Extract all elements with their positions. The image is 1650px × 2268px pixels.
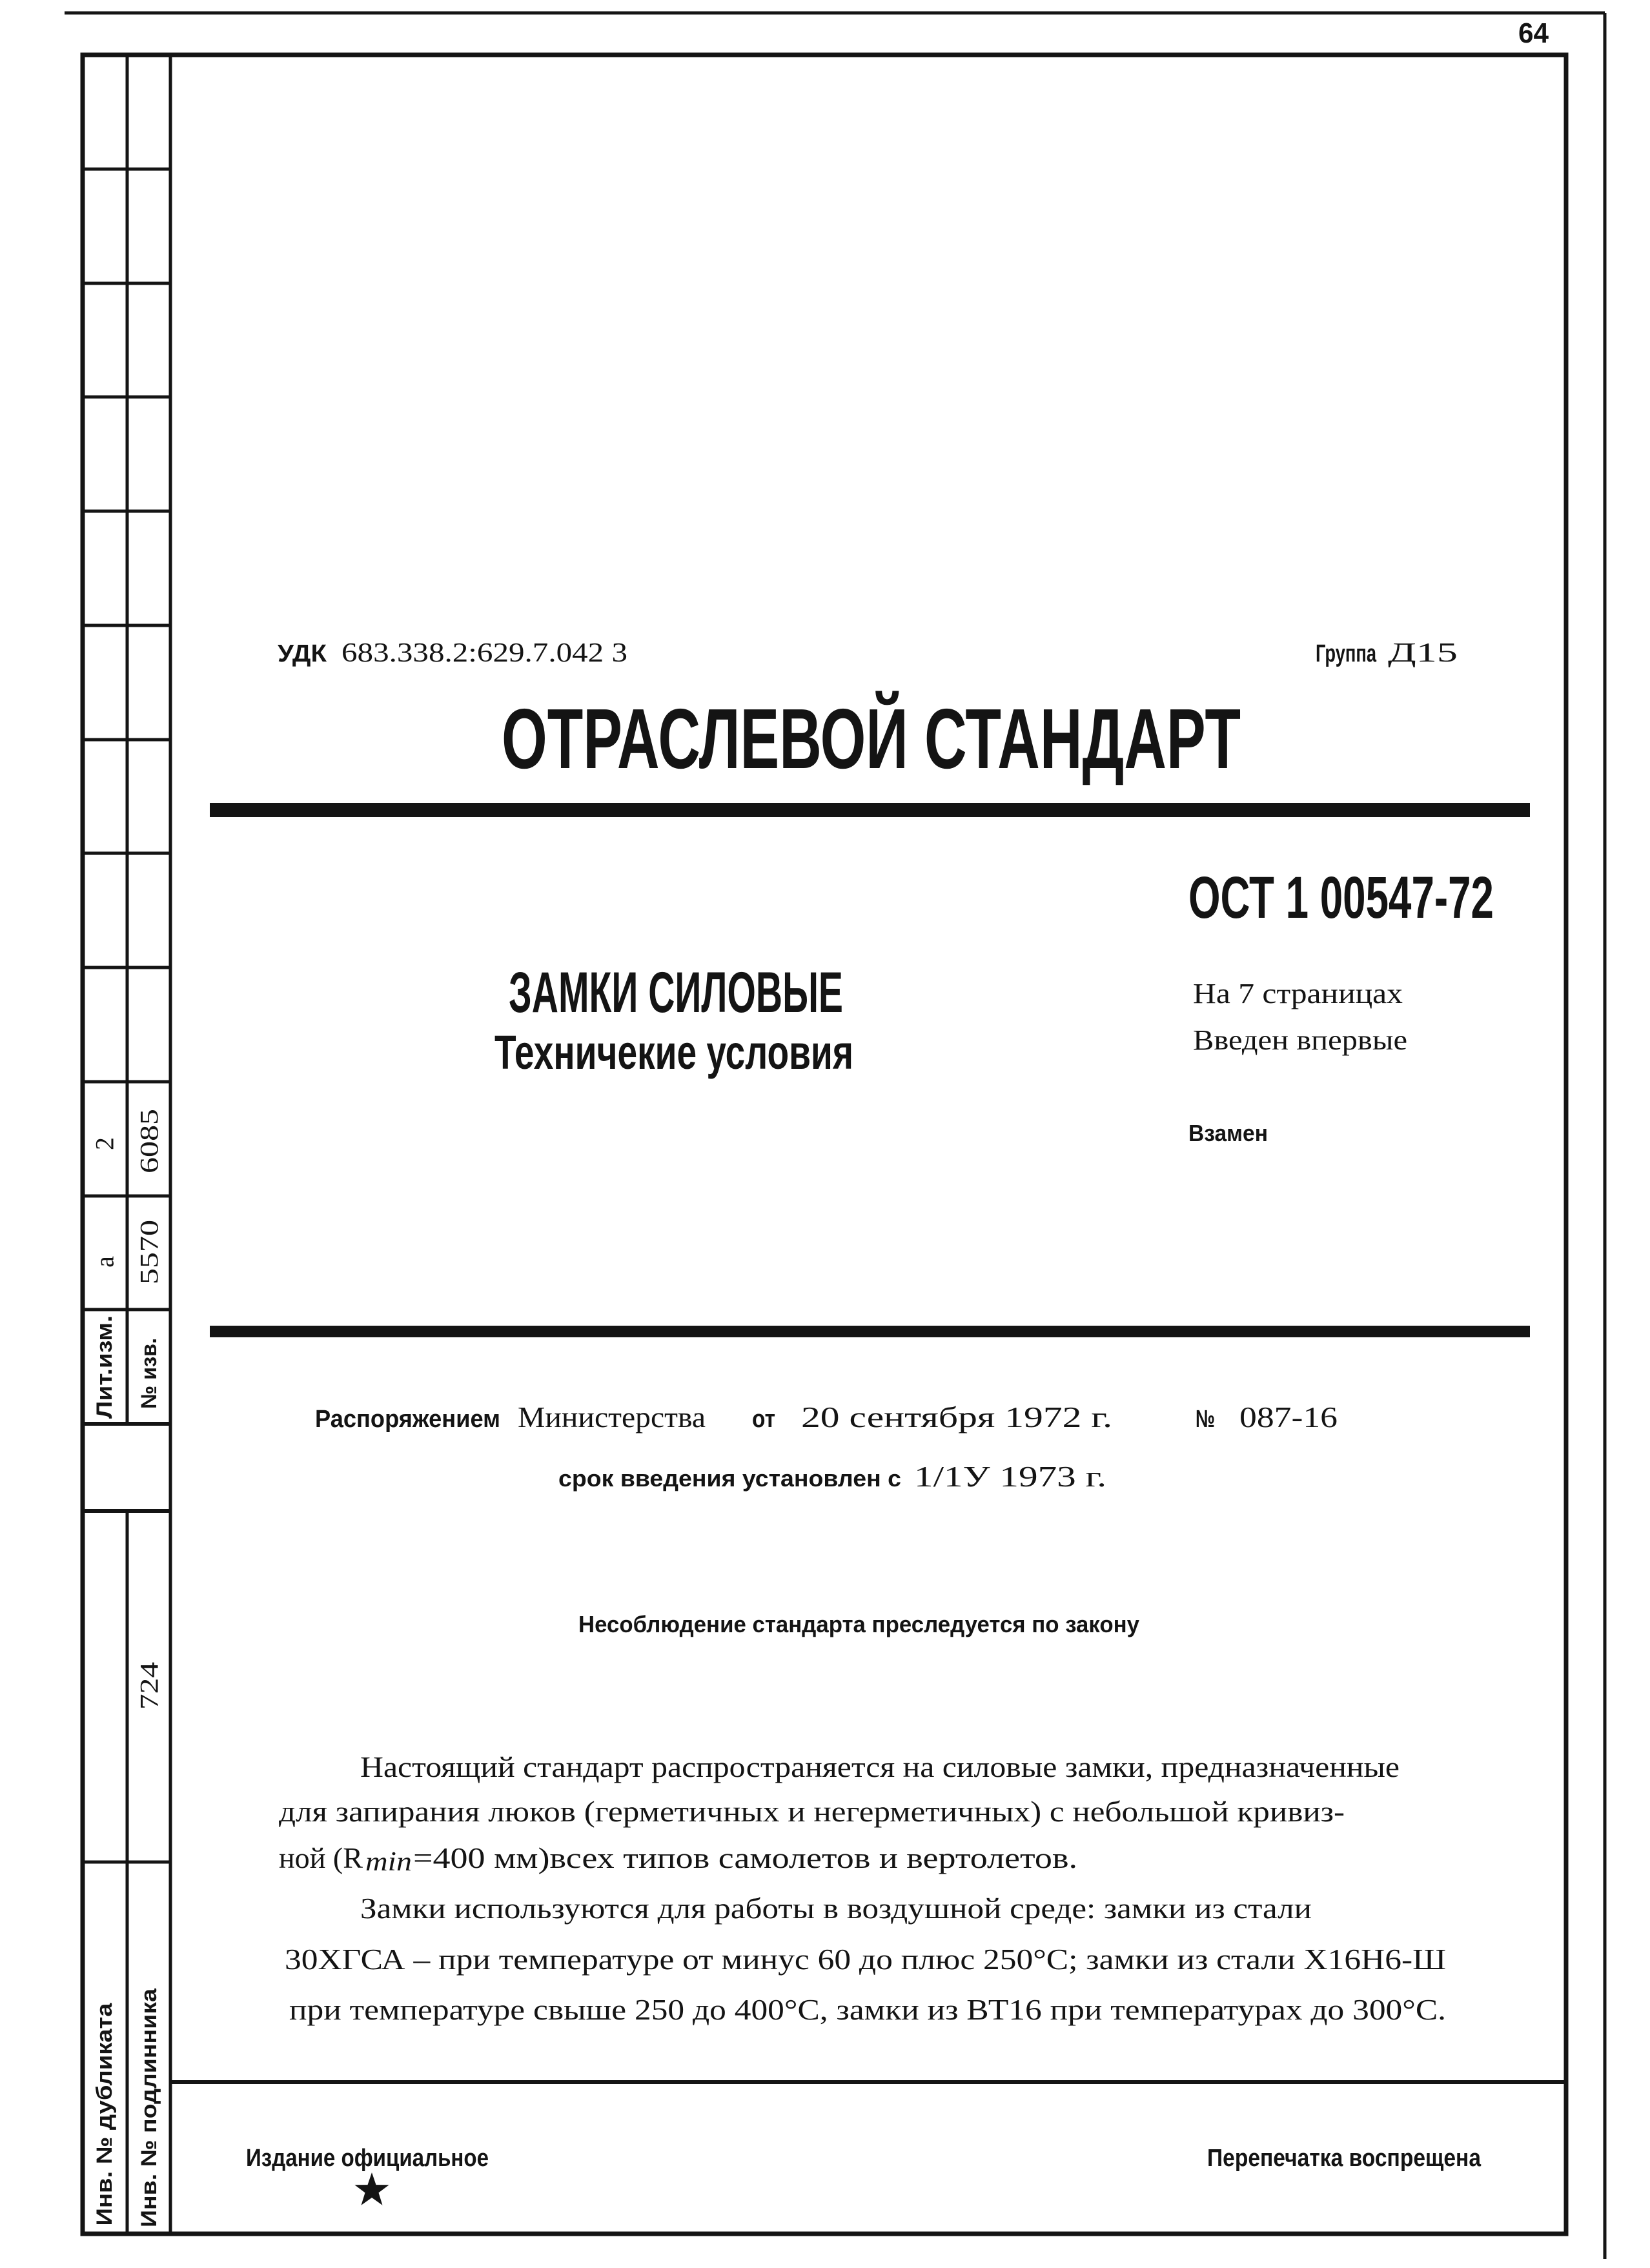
order-date: 20 сентября 1972 г. bbox=[801, 1401, 1112, 1433]
star-icon bbox=[354, 2172, 389, 2205]
effective-label: срок введения установлен с bbox=[558, 1465, 901, 1492]
introduction-status: Введен впервые bbox=[1193, 1024, 1407, 1056]
order-number-label: № bbox=[1196, 1406, 1215, 1433]
document-type-title: ОТРАСЛЕВОЙ СТАНДАРТ bbox=[502, 691, 1575, 786]
footer bbox=[246, 2145, 1482, 2205]
udk-label: УДК bbox=[278, 640, 327, 667]
header-line bbox=[278, 638, 1458, 668]
replaces-label: Взамен bbox=[1188, 1120, 1268, 1146]
subject-subtitle: Техничекие условия bbox=[494, 1026, 853, 1079]
order-issuer: Министерства bbox=[518, 1401, 706, 1433]
inventory-original-number: 724 bbox=[134, 1671, 164, 1710]
order-number: 087-16 bbox=[1239, 1401, 1338, 1433]
revision-header-change: Лит.изм. bbox=[92, 1328, 117, 1419]
reprint-notice: Перепечатка воспрещена bbox=[1207, 2145, 1482, 2172]
order-block bbox=[315, 1401, 1338, 1493]
title-rule bbox=[210, 803, 1530, 817]
body-text bbox=[279, 1750, 1446, 2026]
subject-name: ЗАМКИ СИЛОВЫЕ bbox=[509, 960, 843, 1024]
revision-change-1: 2 bbox=[90, 1137, 119, 1150]
revision-header-notice: № изв. bbox=[137, 1334, 161, 1409]
revision-notice-2: 5570 bbox=[134, 1233, 164, 1284]
inventory-duplicate-label: Инв. № дубликата bbox=[92, 2027, 117, 2226]
group-code: Д15 bbox=[1388, 638, 1458, 668]
group-label: Группа bbox=[1316, 640, 1377, 667]
paragraph1-line1: Настоящий стандарт распространяется на силовые замки, предназначенные bbox=[360, 1750, 1400, 1783]
pages-count: На 7 страницах bbox=[1193, 978, 1403, 1009]
order-label: Распоряжением bbox=[315, 1406, 500, 1433]
revision-change-2: а bbox=[90, 1256, 119, 1268]
edition-label: Издание официальное bbox=[246, 2145, 489, 2172]
page-number: 64 bbox=[1518, 17, 1549, 49]
paragraph1-line3-start: ной (R bbox=[279, 1841, 363, 1874]
margin-table bbox=[83, 55, 170, 2234]
legal-notice: Несоблюдение стандарта преследуется по закону bbox=[578, 1611, 1139, 1637]
effective-date: 1/1У 1973 г. bbox=[914, 1460, 1106, 1493]
paragraph2-line3: при температуре свыше 250 до 400°С, замки из ВТ16 при температурах до 300°С. bbox=[289, 1993, 1446, 2026]
subject-rule bbox=[210, 1326, 1530, 1337]
udk-code: 683.338.2:629.7.042 3 bbox=[341, 638, 627, 668]
order-from-label: от bbox=[752, 1406, 775, 1433]
standard-designation: ОСТ 1 00547-72 bbox=[1188, 865, 1494, 931]
inventory-original-label: Инв. № подлинника bbox=[137, 2011, 161, 2227]
paragraph1-line3-subscript: min bbox=[365, 1847, 412, 1877]
paragraph2-line1: Замки используются для работы в воздушной среде: замки из стали bbox=[360, 1892, 1312, 1925]
paragraph1-line2: для запирания люков (герметичных и негерметичных) с небольшой кривиз- bbox=[279, 1795, 1345, 1828]
paragraph2-line2: 30ХГСА – при температуре от минус 60 до плюс 250°С; замки из стали Х16Н6-Ш bbox=[285, 1943, 1446, 1976]
paragraph1-line3-end: =400 мм)всех типов самолетов и вертолетов. bbox=[413, 1841, 1077, 1874]
revision-notice-1: 6085 bbox=[134, 1122, 164, 1173]
